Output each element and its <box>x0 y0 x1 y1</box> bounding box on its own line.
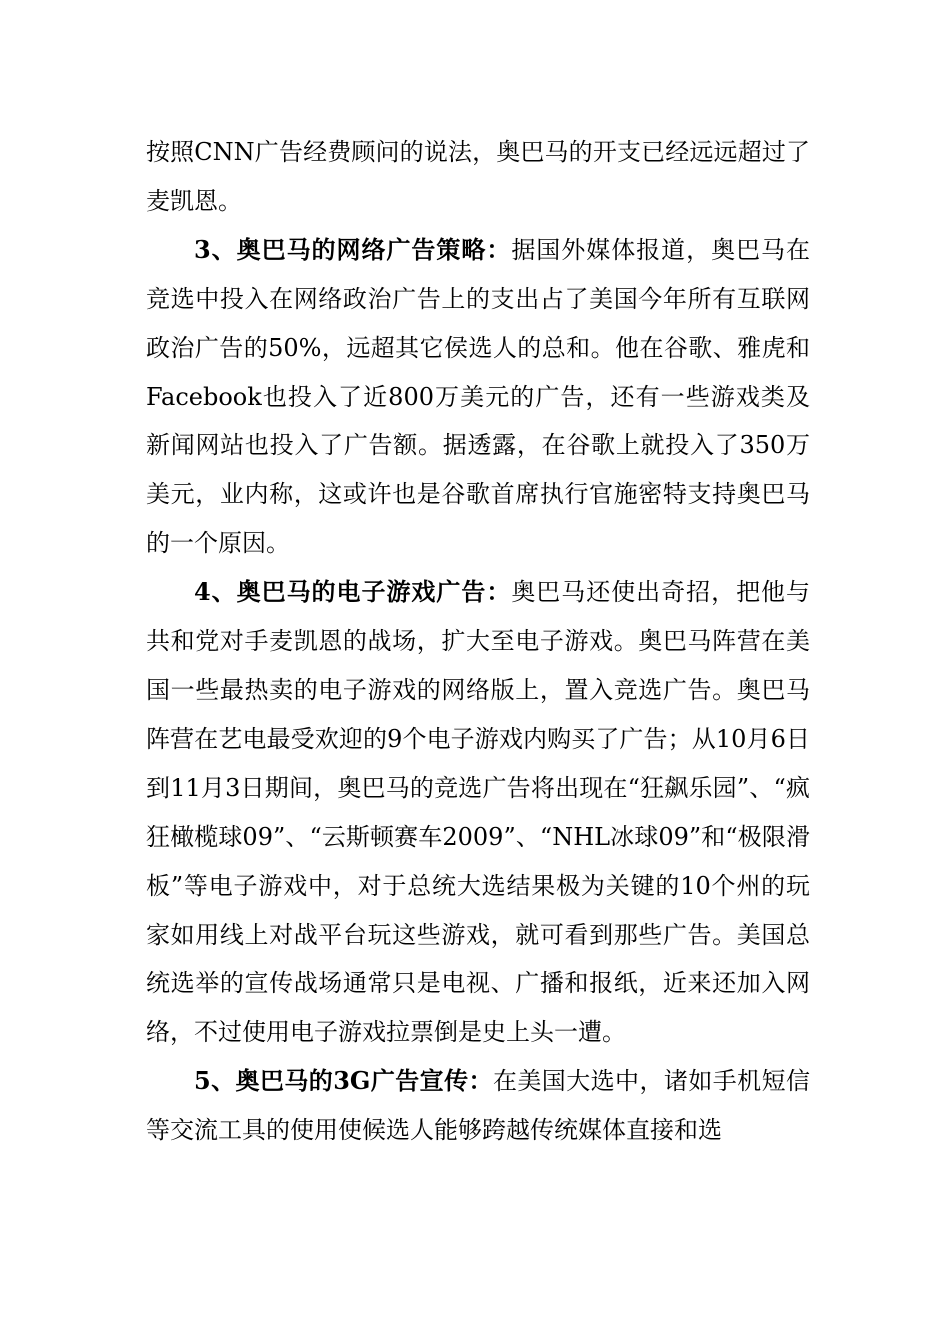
paragraph-section-3 <box>146 226 810 568</box>
section-heading: 3、奥巴马的网络广告策略： <box>194 234 512 264</box>
paragraph-section-4 <box>146 568 810 1057</box>
section-heading: 4、奥巴马的电子游戏广告： <box>194 577 512 607</box>
section-heading: 5、奥巴马的3G广告宣传： <box>194 1066 493 1096</box>
paragraph-body: 据国外媒体报道，奥巴马在竞选中投入在网络政治广告上的支出占了美国今年所有互联网政治广告的50%，远超其它侯选人的总和。他在谷歌、雅虎和Facebook也投入了近800万美元的广告，还有一些游戏类及新闻网站也投入了广告额。据透露，在谷歌上就投入了350万美元，业内称，这或许也是谷歌首席执行官施密特支持奥巴马的一个原因。 <box>146 235 811 558</box>
paragraph-body: 按照CNN广告经费顾问的说法，奥巴马的开支已经远远超过了麦凯恩。 <box>146 138 810 215</box>
paragraph-body: 奥巴马还使出奇招，把他与共和党对手麦凯恩的战场，扩大至电子游戏。奥巴马阵营在美国一些最热卖的电子游戏的网络版上，置入竞选广告。奥巴马阵营在艺电最受欢迎的9个电子游戏内购买了广告；从10月6日到11月3日期间，奥巴马的竞选广告将出现在“狂飙乐园”、“疯狂橄榄球09”、“云斯顿赛车2009”、“NHL冰球09”和“极限滑板”等电子游戏中，对于总统大选结果极为关键的10个州的玩家如用线上对战平台玩这些游戏，就可看到那些广告。美国总统选举的宣传战场通常只是电视、广播和报纸，近来还加入网络，不过使用电子游戏拉票倒是史上头一遭。 <box>146 578 811 1047</box>
paragraph-continuation <box>146 128 810 226</box>
document-page <box>146 128 810 1155</box>
paragraph-section-5 <box>146 1057 810 1155</box>
paragraph-body: 在美国大选中，诸如手机短信等交流工具的使用使候选人能够跨越传统媒体直接和选 <box>146 1067 810 1145</box>
